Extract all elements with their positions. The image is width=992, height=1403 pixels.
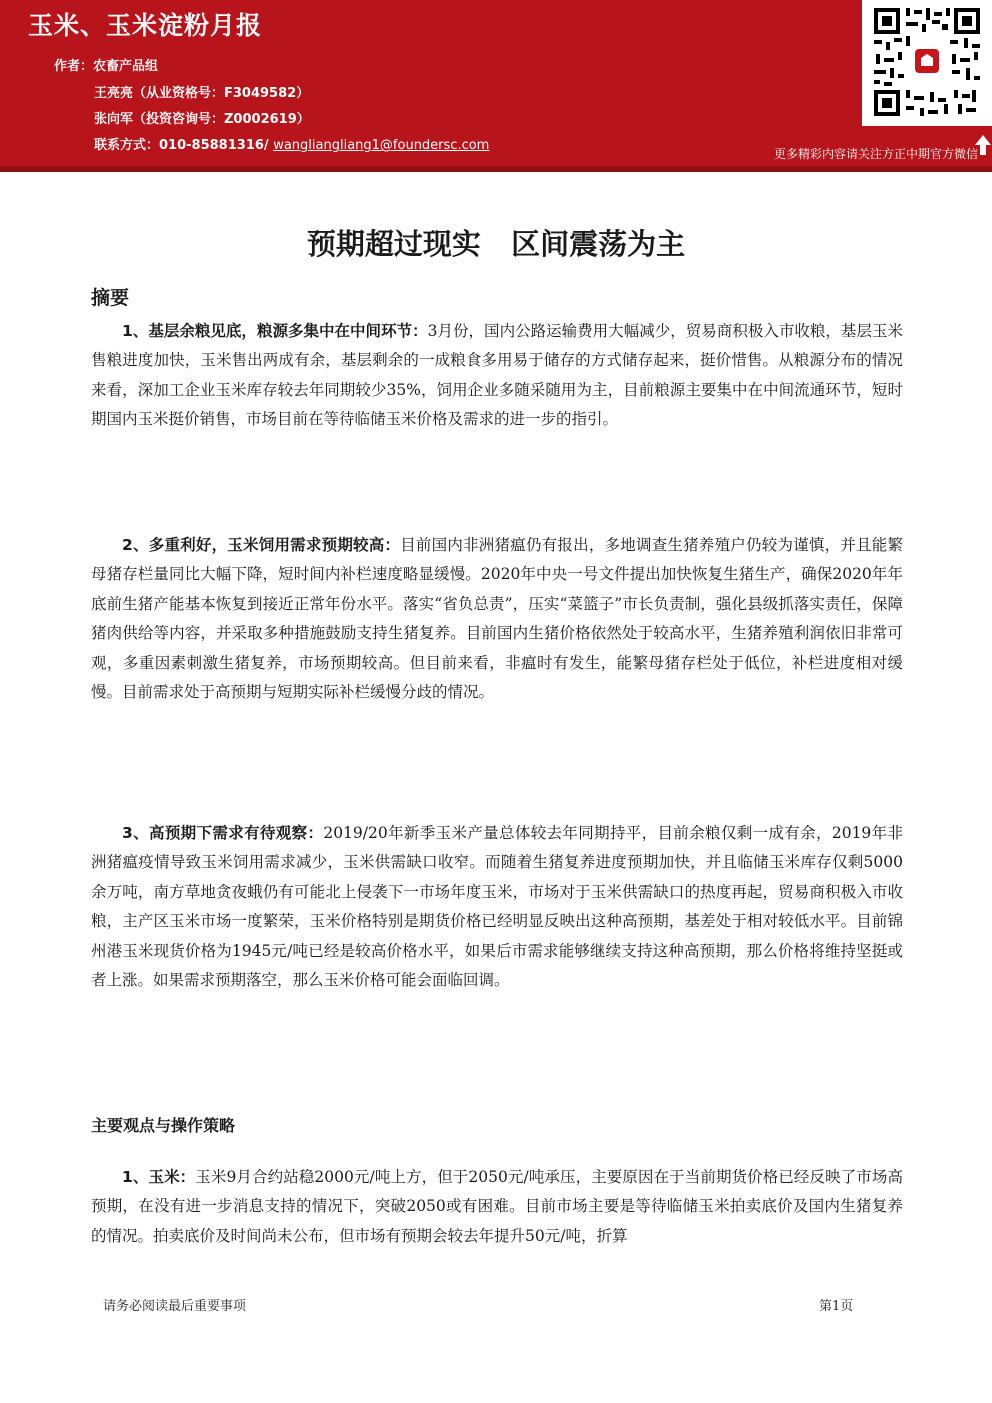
header-banner: [0, 0, 992, 166]
author-line: [54, 55, 158, 74]
author-label: 作者：: [54, 59, 94, 74]
banner-divider: [0, 166, 992, 172]
qr-code-icon: [872, 6, 982, 118]
summary-point-2-lead: 2、多重利好，玉米饲用需求预期较高：: [122, 536, 401, 554]
document-title: 预期超过现实 区间震荡为主: [306, 227, 686, 261]
contact-label: 联系方式：: [94, 138, 160, 153]
summary-heading: 摘要: [91, 287, 130, 309]
summary-point-1-text: 3月份，国内公路运输费用大幅减少，贸易商积极入市收粮，基层玉米售粮进度加快，玉米售出两成有余，基层剩余的一成粮食多用易于储存的方式储存起来，挺价惜售。从粮源分布的情况来看，深加工企业玉米库存较去年同期较少35%，饲用企业多随采随用为主，目前粮源主要集中在中间流通环节，短时期国内玉米挺价销售，市场目前在等待临储玉米价格及需求的进一步的指引。: [91, 322, 903, 429]
strategy-point-1: [91, 1163, 903, 1251]
summary-point-3: [91, 819, 903, 995]
wechat-note: 更多精彩内容请关注方正中期官方微信: [773, 147, 978, 161]
report-title: 玉米、玉米淀粉月报: [28, 11, 263, 40]
summary-point-3-lead: 3、高预期下需求有待观察：: [122, 824, 324, 842]
contact-line: [94, 134, 489, 153]
analyst-2: 张向军（投资咨询号：Z0002619）: [94, 112, 310, 127]
contact-phone: 010-85881316/: [159, 138, 269, 153]
analyst-1: 王亮亮（从业资格号：F3049582）: [94, 86, 310, 101]
qr-code: [862, 0, 992, 126]
summary-point-3-text: 2019/20年新季玉米产量总体较去年同期持平，目前余粮仅剩一成有余，2019年非洲猪瘟疫情导致玉米饲用需求减少，玉米供需缺口收窄。而随着生猪复养进度预期加快，并且临储玉米库存仅剩5000余万吨，南方草地贪夜蛾仍有可能北上侵袭下一市场年度玉米，市场对于玉米供需缺口的热度再起，贸易商积极入市收粮，主产区玉米市场一度繁荣，玉米价格特别是期货价格已经明显反映出这种高预期，基差处于相对较低水平。目前锦州港玉米现货价格为1945元/吨已经是较高价格水平，如果后市需求能够继续支持这种高预期，那么价格将维持坚挺或者上涨。如果需求预期落空，那么玉米价格可能会面临回调。: [91, 824, 903, 990]
author-group: 农畜产品组: [93, 59, 159, 74]
page-number: 第1页: [819, 1299, 854, 1314]
strategy-heading: 主要观点与操作策略: [91, 1116, 236, 1135]
summary-point-2: [91, 531, 903, 707]
footer-notice: 请务必阅读最后重要事项: [103, 1299, 247, 1314]
strategy-point-1-lead: 1、玉米：: [122, 1168, 196, 1186]
summary-point-2-text: 目前国内非洲猪瘟仍有报出，多地调查生猪养殖户仍较为谨慎，并且能繁母猪存栏量同比大幅下降，短时间内补栏速度略显缓慢。2020年中央一号文件提出加快恢复生猪生产，确保2020年年底前生猪产能基本恢复到接近正常年份水平。落实“省负总责”，压实“菜篮子”市长负责制，强化县级抓落实责任，保障猪肉供给等内容，并采取多种措施鼓励支持生猪复养。目前国内生猪价格依然处于较高水平，生猪养殖利润依旧非常可观，多重因素刺激生猪复养，市场预期较高。但目前来看，非瘟时有发生，能繁母猪存栏处于低位，补栏进度相对缓慢。目前需求处于高预期与短期实际补栏缓慢分歧的情况。: [91, 536, 903, 702]
summary-point-1-lead: 1、基层余粮见底，粮源多集中在中间环节：: [122, 322, 428, 340]
strategy-point-1-text: 玉米9月合约站稳2000元/吨上方，但于2050元/吨承压，主要原因在于当前期货价格已经反映了市场高预期，在没有进一步消息支持的情况下，突破2050或有困难。目前市场主要是等待临储玉米拍卖底价及国内生猪复养的情况。拍卖底价及时间尚未公布，但市场有预期会较去年提升50元/吨，折算: [91, 1168, 903, 1245]
summary-point-1: [91, 317, 903, 435]
contact-email-link[interactable]: wangliangliang1@foundersc.com: [273, 138, 490, 153]
